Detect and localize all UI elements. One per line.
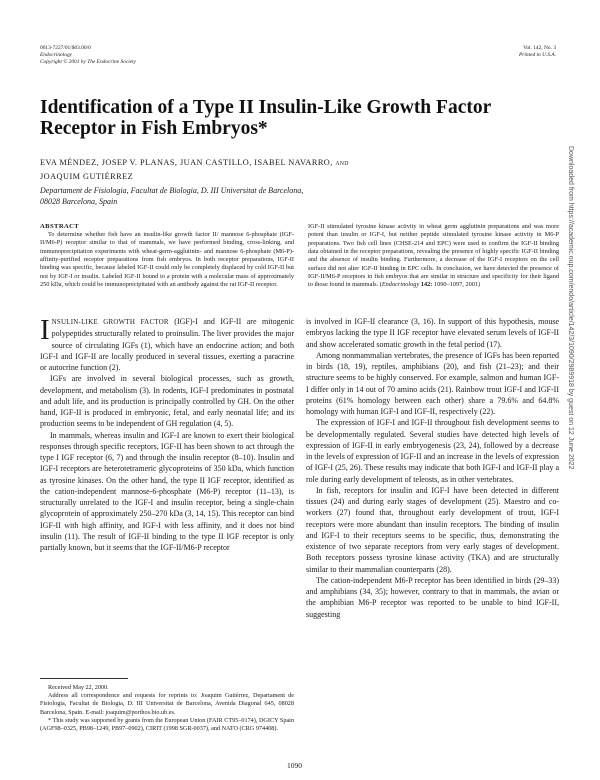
authors-line-2: JOAQUIM GUTIÉRREZ xyxy=(40,171,134,181)
lead-in-caps: NSULIN-LIKE GROWTH FACTOR xyxy=(51,318,169,326)
drop-cap: I xyxy=(40,314,50,346)
footnote-funding: * This study was supported by grants from the European Union (FAIR CT95–0174), DGICY Spain (AGF98–0325, PB98–1249, PB97–0902), CIRIT (1998 SGR-0037), and NATO (CRG 974408). xyxy=(40,716,294,733)
body-paragraph: In mammals, whereas insulin and IGF-I are known to exert their biological responses through specific receptors, IGF-II has been shown to act through the type I IGF receptor (6, 7) and through the insulin receptor (8–10). Insulin and IGF-I receptors are heterotetrameric glycoproteins of 350 kDa, which function as tyrosine kinases. On the other hand, the type II IGF receptor, identified as the cation-independent mannose-6-phosphate (M6-P) receptor (11–13), is structurally unrelated to the IGF-I and insulin receptor, being a single-chain glycoprotein of approximately 250–270 kDa (3, 14, 15). This receptor can bind IGF-II with high affinity, and IGF-I with less affinity, and it does not bind insulin (11). The result of IGF-II binding to the type II IGF receptor is only partially known, but it seems that the IGF-II/M6-P receptor xyxy=(40,430,294,552)
running-header-right xyxy=(406,45,556,59)
abstract-citation-pages: 1090–1097, 2001) xyxy=(433,281,481,289)
body-paragraph: Among nonmammalian vertebrates, the presence of IGFs has been reported in birds (18, 19), reptiles, amphibians (20), and fish (21–23); and their structure seems to be highly conserved. For example, salmon and human IGF-I differ only in 14 out of 70 amino acids (21). Rainbow trout IGF-I and IGF-II proteins (61% homology between each other) share a 79.6% and 64.8% homology with human IGF-I and IGF-II, respectively (22). xyxy=(306,350,559,416)
abstract-citation-journal: Endocrinology xyxy=(381,281,420,289)
footnote-received: Received May 22, 2000. xyxy=(48,684,109,691)
printed-in: Printed in U.S.A. xyxy=(519,52,556,58)
footnote-rule xyxy=(40,678,128,679)
body-paragraph: is involved in IGF-II clearance (3, 16). In support of this hypothesis, mouse embryos lacking the type II IGF receptor have elevated serum levels of IGF-II and show accelerated somatic growth in the fetal period (17). xyxy=(306,317,559,349)
journal-name: Endocrinology xyxy=(40,52,73,58)
footnote-correspondence: Address all correspondence and requests for reprints to: Joaquim Gutiérrez, Departament de Fisiologia, Facultat de Biologia, D. III Universitat de Barcelona, Avenida Diagonal 645, 08028 Barcelona, Spain. E-mail: joaquim@porthos.bio.ub.es. xyxy=(40,692,294,716)
abstract-column-2-text: IGF-II stimulated tyrosine kinase activity in wheat germ agglutinin preparations and was more potent than insulin or IGF-I, but neither peptide stimulated tyrosine kinase activity in M6-P preparations. Two fish cell lines (CHSE-214 and EPC) were used to confirm the IGF-II binding data obtained in the receptor preparations, revealing the presence of highly specific IGF-II binding and the absence of insulin binding. Furthermore, a decrease of the IGF-I receptors on the cell surface did not alter IGF-II binding in EPC cells. In conclusion, we have detected the presence of IGF-II/M6-P receptors in fish embryos that are similar in structure and specificity for their ligand to those found in mammals. ( xyxy=(308,223,559,289)
affiliation-line-2: 08028 Barcelona, Spain xyxy=(40,196,118,206)
abstract-column-1: To determine whether fish have an insulin-like growth factor II/ mannose 6-phosphate (IGF-II/M6-P) receptor similar to that of mammals, we have performed binding, cross-linking, and immunoprecipitation experiments with wheat-germ-agglutinin- and mannose 6-phosphate (M6-P)-affinity-purified receptor preparations from fish embryos. In both receptor preparations, IGF-II binding was specific, because labeled IGF-II could only be completely displaced by cold IGF-II but not by IGF-I or insulin. Labeled IGF-II bound to a protein with a molecular mass of approximately 250 kDa, which could be immunoprecipitated with an antibody against the rat IGF-II receptor. xyxy=(40,231,294,289)
body-paragraph: IGFs are involved in several biological processes, such as growth, development, and metabolism (3). In rodents, IGF-I predominates in postnatal and adult life, and its production is principally controlled by GH. On the other hand, IGF-II is produced in embryonic, fetal, and early neonatal life; and its production seems to be independent of GH regulation (4, 5). xyxy=(40,374,294,429)
abstract-column-2 xyxy=(308,223,559,290)
affiliation xyxy=(40,186,460,207)
authors-and: AND xyxy=(335,161,349,167)
author-list xyxy=(40,157,540,182)
footnotes xyxy=(40,684,294,733)
abstract-heading: ABSTRACT xyxy=(40,223,80,230)
page-number: 1090 xyxy=(287,761,302,770)
download-watermark: Downloaded from https://academic.oup.com/endo/article/142/3/1090/2989918 by guest on 12 June 2022 xyxy=(567,146,574,470)
copyright-line: Copyright © 2001 by The Endocrine Society xyxy=(40,59,137,65)
issn-code: 0013-7227/01/$03.00/0 xyxy=(40,45,91,51)
abstract-citation-volume: 142: xyxy=(420,281,433,289)
authors-line-1: EVA MÉNDEZ, JOSEP V. PLANAS, JUAN CASTILLO, ISABEL NAVARRO, xyxy=(40,158,333,167)
body-paragraph: In fish, receptors for insulin and IGF-I have been detected in different tissues (24) and during early stages of development (25). Maestro and co-workers (27) found that, throughout early development of trout, IGF-I receptors were more abundant than insulin receptors. The binding of insulin and IGF-I to their receptors seems to be specific, thus, demonstrating the existence of two separate receptors from very early stages of development. Both receptors possess tyrosine kinase activity (TKA) and are structurally similar to their mammalian counterparts (28). xyxy=(306,485,559,574)
body-paragraph xyxy=(40,316,294,373)
body-paragraph: The cation-independent M6-P receptor has been identified in birds (29–33) and amphibians (34, 35); however, contrary to that in mammals, the avian or the amphibian M6-P receptor was reported to be unable to bind IGF-II, suggesting xyxy=(306,575,559,619)
volume-issue: Vol. 142, No. 3 xyxy=(523,45,556,51)
body-column-1 xyxy=(40,316,294,553)
body-paragraph: The expression of IGF-I and IGF-II throughout fish development seems to be developmentally regulated. Several studies have detected high levels of expression of IGF-II in early embryogenesis (23, 24), followed by a decrease in the levels of expression of IGF-II and an increase in the levels of expression of IGF-I (25, 26). These results may indicate that both IGF-I and IGF-II play a role during early development of teleosts, as in other vertebrates. xyxy=(306,418,559,484)
body-column-2 xyxy=(306,316,559,620)
paragraph-text: (IGF)-I and IGF-II are mitogenic polypeptides structurally related to proinsulin. The liver provides the major source of circulating IGFs (1), which have an endocrine action; and both IGF-I and IGF-II are locally produced in several tissues, exerting a paracrine or autocrine function (2). xyxy=(40,317,295,372)
article-title: Identification of a Type II Insulin-Like Growth Factor Receptor in Fish Embryos* xyxy=(40,97,491,139)
running-header-left xyxy=(40,45,240,66)
affiliation-line-1: Departament de Fisiologia, Facultat de Biologia, D. III Universitat de Barcelona, xyxy=(40,186,304,195)
